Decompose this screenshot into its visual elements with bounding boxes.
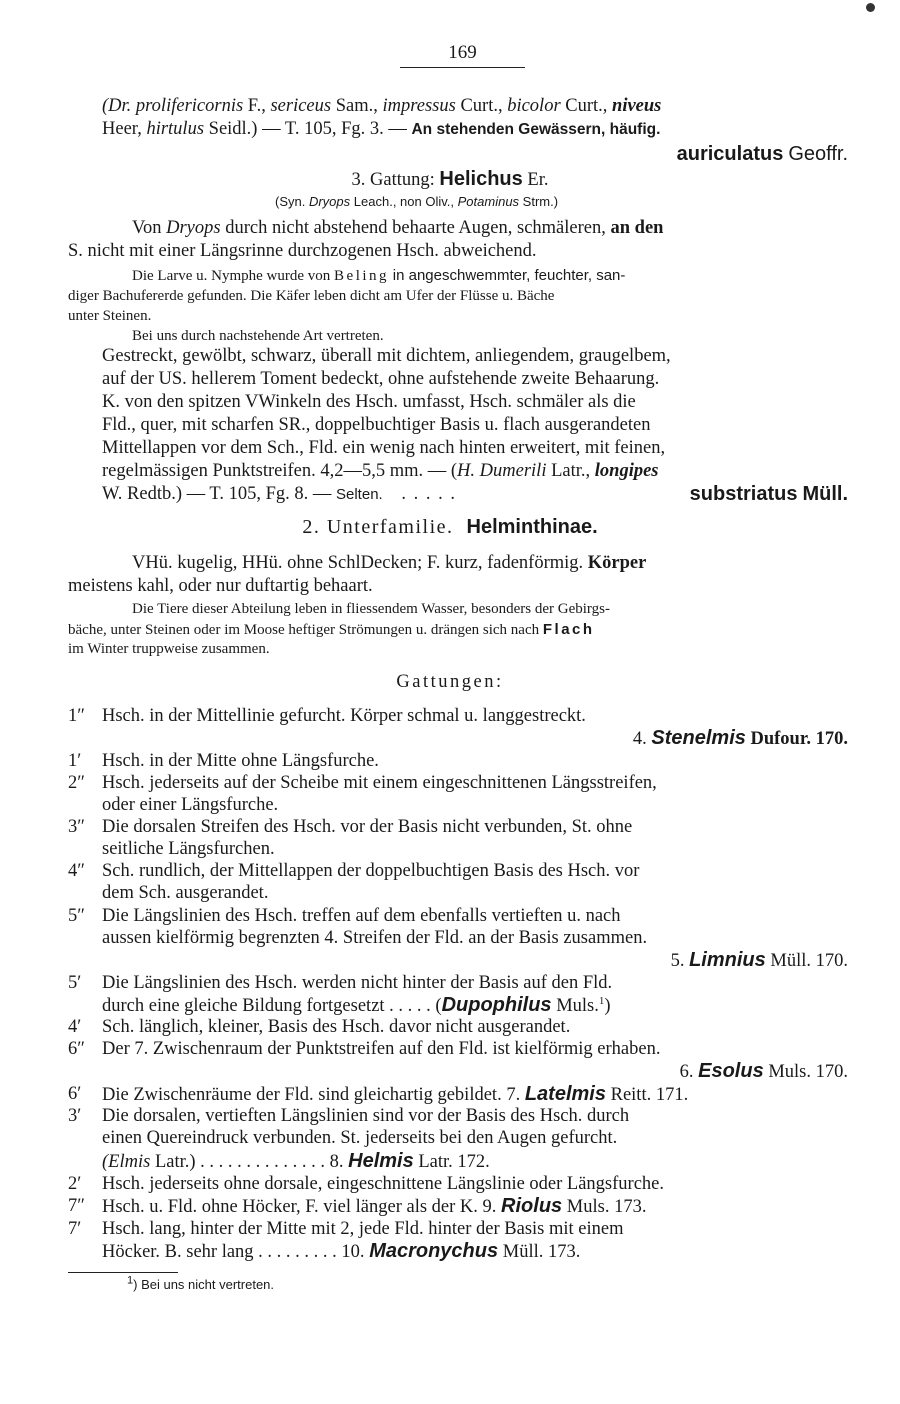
key-result-esolus <box>0 1060 900 1083</box>
species-line <box>0 143 900 166</box>
couplet-code: 2″ <box>68 773 85 793</box>
key-couplet-6b <box>0 1083 900 1106</box>
synonym-author: Curt., <box>460 96 503 116</box>
key-result-macronychus <box>0 1240 900 1263</box>
couplet-text: Die dorsalen, vertieften Längslinien sind vor der Basis des Hsch. durch <box>102 1106 630 1126</box>
species-author: Geoffr. <box>788 143 848 165</box>
synonym-name: sericeus <box>270 96 332 116</box>
text: Die Tiere dieser Abteilung leben in fliessendem Wasser, besonders der Gebirgs- <box>132 601 610 617</box>
genus-name: Dupophilus <box>441 994 552 1016</box>
couplet-code: 4″ <box>68 861 85 881</box>
key-couplet-2a <box>0 772 900 795</box>
text: Mittellappen vor dem Sch., Fld. ein wenig nach hinten erweitert, mit feinen, <box>102 438 666 458</box>
key-couplet-3a <box>0 816 900 839</box>
genus-author-page: Muls. 170. <box>768 1062 848 1082</box>
couplet-text: Der 7. Zwischenraum der Punktstreifen auf den Fld. ist kielförmig erhaben. <box>102 1039 661 1059</box>
ink-speck <box>866 3 875 12</box>
couplet-text: Hsch. jederseits auf der Scheibe mit einem eingeschnittenen Längsstreifen, <box>102 773 657 793</box>
author-name: Flach <box>542 621 595 638</box>
couplet-text: Die Längslinien des Hsch. werden nicht hinter der Basis auf den Fld. <box>102 973 613 993</box>
couplet-code: 1′ <box>68 751 82 771</box>
synonym-name: impressus <box>382 96 456 116</box>
synonym-name: longipes <box>594 461 659 481</box>
text: regelmässigen Punktstreifen. 4,2—5,5 mm. — ( <box>102 461 458 481</box>
synonym-author: Curt., <box>565 96 608 116</box>
couplet-text: Hsch. in der Mitte ohne Längsfurche. <box>102 751 379 771</box>
footnote-marker: 1 <box>598 994 605 1007</box>
genus-heading <box>0 168 900 191</box>
synonym-author: Heer, <box>102 119 142 139</box>
genus-author-page: Müll. 170. <box>770 951 848 971</box>
couplet-text: aussen kielförmig begrenzten 4. Streifen der Fld. an der Basis zusammen. <box>102 928 648 948</box>
key-result-limnius <box>0 949 900 972</box>
text: Latr., <box>551 461 591 481</box>
heading-text: Gattungen: <box>396 672 504 692</box>
couplet-text: dem Sch. ausgerandet. <box>102 883 269 903</box>
syn-name: Dryops <box>308 194 351 209</box>
key-couplet-1a <box>0 705 900 728</box>
text: an den <box>610 218 664 238</box>
synonym-line-1 <box>0 95 900 118</box>
couplet-text: Höcker. B. sehr lang . . . . . . . . . 10. <box>102 1242 365 1262</box>
author-name: Beling <box>334 268 390 284</box>
text: bäche, unter Steinen oder im Moose heftiger Strömungen u. drängen sich nach <box>68 622 540 638</box>
key-couplet-1b <box>0 750 900 773</box>
couplet-code: 6′ <box>68 1084 82 1104</box>
footnote <box>0 1273 900 1296</box>
footnote-marker: 1 <box>127 1274 134 1287</box>
text: diger Bachufererde gefunden. Die Käfer leben dicht am Ufer der Flüsse u. Bäche <box>68 288 555 304</box>
synonym-name: H. Dumerili <box>457 461 547 481</box>
genus-synonymy <box>0 190 900 213</box>
key-couplet-3a-cont <box>0 838 900 861</box>
key-couplet-4b <box>0 1016 900 1039</box>
genus-number: 5. <box>670 951 685 971</box>
description-line-1 <box>0 345 900 368</box>
species-name: auriculatus <box>676 143 784 165</box>
key-couplet-2a-cont <box>0 794 900 817</box>
text: unter Steinen. <box>68 308 152 324</box>
genus-author-page: Dufour. 170. <box>750 729 848 749</box>
couplet-code: 4′ <box>68 1017 82 1037</box>
couplet-text: einen Quereindruck verbunden. St. jederseits bei den Augen gefurcht. <box>102 1128 618 1148</box>
couplet-text: oder einer Längsfurche. <box>102 795 279 815</box>
description-line-7 <box>0 483 900 506</box>
synonym-name: hirtulus <box>146 119 205 139</box>
text: K. von den spitzen VWinkeln des Hsch. umfasst, Hsch. schmäler als die <box>102 392 636 412</box>
couplet-code: 5″ <box>68 906 85 926</box>
genera-key-heading <box>0 671 900 694</box>
text: auf der US. hellerem Toment bedeckt, ohne aufstehende zweite Behaarung. <box>102 369 660 389</box>
genus-name: Riolus <box>501 1195 563 1217</box>
text: Von <box>132 218 162 238</box>
synonym-name: (Elmis <box>102 1152 151 1172</box>
couplet-code: 2′ <box>68 1174 82 1194</box>
synonym-author: Sam., <box>335 96 378 116</box>
genus-name: Helichus <box>439 168 523 190</box>
couplet-text: Die dorsalen Streifen des Hsch. vor der Basis nicht verbunden, St. ohne <box>102 817 633 837</box>
couplet-text: Latr.) . . . . . . . . . . . . . . 8. <box>154 1152 344 1172</box>
couplet-text: Die Längslinien des Hsch. treffen auf dem ebenfalls vertieften u. nach <box>102 906 621 926</box>
key-couplet-3b-cont <box>0 1127 900 1150</box>
couplet-text: Hsch. in der Mittellinie gefurcht. Körper schmal u. langgestreckt. <box>102 706 586 726</box>
key-couplet-6a <box>0 1038 900 1061</box>
genus-paragraph-1-line-2 <box>0 240 900 263</box>
description-line-2 <box>0 368 900 391</box>
genus-author-page: Latr. 172. <box>418 1152 490 1172</box>
couplet-code: 1″ <box>68 706 85 726</box>
subfamily-text-2 <box>0 575 900 598</box>
key-couplet-3b <box>0 1105 900 1128</box>
couplet-text: Hsch. u. Fld. ohne Höcker, F. viel länger als der K. 9. <box>102 1197 497 1217</box>
key-couplet-7a <box>0 1195 900 1218</box>
genus-author-page: Reitt. 171. <box>610 1085 689 1105</box>
page-number: 169 <box>448 42 477 63</box>
genus-number: 4. <box>632 729 647 749</box>
text: Bei uns durch nachstehende Art vertreten. <box>132 328 384 344</box>
genus-name: Limnius <box>689 949 766 971</box>
subfamily-text-1 <box>0 552 900 575</box>
couplet-text: Sch. länglich, kleiner, Basis des Hsch. davor nicht ausgerandet. <box>102 1017 571 1037</box>
syn-name: Potaminus <box>457 194 520 209</box>
key-result-stenelmis <box>0 727 900 750</box>
couplet-code: 3″ <box>68 817 85 837</box>
genus-author: Muls. <box>556 996 599 1016</box>
text: S. nicht mit einer Längsrinne durchzogenen Hsch. abweichend. <box>68 241 537 261</box>
description-line-6 <box>0 460 900 483</box>
key-couplet-2b <box>0 1173 900 1196</box>
genus-name: Latelmis <box>524 1083 606 1105</box>
genus-paragraph-1 <box>0 217 900 240</box>
species-author: Müll. <box>802 483 848 505</box>
subfamily-prefix: 2. Unterfamilie. <box>302 516 454 538</box>
genus-name: Stenelmis <box>651 727 746 749</box>
larva-note-line-1 <box>0 264 900 287</box>
couplet-text: durch eine gleiche Bildung fortgesetzt . . . . . ( <box>102 996 442 1016</box>
description-line-5 <box>0 437 900 460</box>
text: Fld., quer, mit scharfen SR., doppelbuchtiger Basis u. flach ausgerandeten <box>102 415 651 435</box>
key-couplet-4a-cont <box>0 882 900 905</box>
couplet-text: Hsch. jederseits ohne dorsale, eingeschnittene Längslinie oder Längsfurche. <box>102 1174 665 1194</box>
page-number-rule <box>400 67 525 68</box>
leader-dots: . . . . . <box>401 484 457 504</box>
text: im Winter truppweise zusammen. <box>68 641 270 657</box>
genus-author-page: Muls. 173. <box>566 1197 647 1217</box>
synonym-name: niveus <box>612 96 662 116</box>
text: in angeschwemmter, feuchter, san- <box>392 267 626 284</box>
key-couplet-5b-cont <box>0 994 900 1017</box>
synonym-author: F., <box>247 96 266 116</box>
couplet-code: 6″ <box>68 1039 85 1059</box>
subfamily-name: Helminthinae. <box>466 516 598 538</box>
description-line-3 <box>0 391 900 414</box>
genus-name: Helmis <box>348 1150 414 1172</box>
key-couplet-4a <box>0 860 900 883</box>
key-result-helmis <box>0 1150 900 1173</box>
footnote-text: ) Bei uns nicht vertreten. <box>133 1277 275 1292</box>
couplet-text: Die Zwischenräume der Fld. sind gleichartig gebildet. 7. <box>102 1085 521 1105</box>
text: W. Redtb.) — T. 105, Fg. 8. — <box>102 484 332 504</box>
text: Körper <box>587 553 647 573</box>
text: Gestreckt, gewölbt, schwarz, überall mit dichtem, anliegendem, graugelbem, <box>102 346 671 366</box>
genus-number: 6. <box>679 1062 694 1082</box>
syn-author: Strm.) <box>522 194 559 209</box>
synonym-name: (Dr. prolifericornis <box>102 96 244 116</box>
genus-prefix: 3. Gattung: <box>351 170 435 190</box>
text: ) <box>604 996 611 1016</box>
couplet-code: 7′ <box>68 1219 82 1239</box>
synonym-line-2 <box>0 118 900 141</box>
key-couplet-5b <box>0 972 900 995</box>
couplet-text: seitliche Längsfurchen. <box>102 839 275 859</box>
rarity: Selten. <box>336 486 383 503</box>
subfamily-heading <box>0 516 900 539</box>
key-couplet-5a-cont <box>0 927 900 950</box>
couplet-code: 5′ <box>68 973 82 993</box>
subfamily-note-3 <box>0 638 900 661</box>
plate-reference: Seidl.) — T. 105, Fg. 3. — <box>208 119 407 139</box>
key-couplet-5a <box>0 905 900 928</box>
text: durch nicht abstehend behaarte Augen, schmäleren, <box>225 218 606 238</box>
couplet-text: Hsch. lang, hinter der Mitte mit 2, jede Fld. hinter der Basis mit einem <box>102 1219 624 1239</box>
genus-author-page: Müll. 173. <box>502 1242 581 1262</box>
couplet-text: Sch. rundlich, der Mittellappen der doppelbuchtigen Basis des Hsch. vor <box>102 861 640 881</box>
couplet-code: 3′ <box>68 1106 82 1126</box>
species-name: substriatus <box>689 483 798 505</box>
synonym-name: bicolor <box>507 96 561 116</box>
genus-name: Macronychus <box>369 1240 499 1262</box>
couplet-code: 7″ <box>68 1196 85 1216</box>
genus-ref: Dryops <box>166 218 221 238</box>
description-line-4 <box>0 414 900 437</box>
text: VHü. kugelig, HHü. ohne SchlDecken; F. kurz, fadenförmig. <box>132 553 584 573</box>
syn-author: Leach., non Oliv., <box>353 194 454 209</box>
text: meistens kahl, oder nur duftartig behaart. <box>68 576 373 596</box>
habitat-note: An stehenden Gewässern, häufig. <box>411 121 661 138</box>
key-couplet-7b <box>0 1218 900 1241</box>
genus-name: Esolus <box>698 1060 764 1082</box>
genus-author: Er. <box>527 170 549 190</box>
text: Die Larve u. Nymphe wurde von <box>132 268 331 284</box>
syn-label: (Syn. <box>275 194 306 209</box>
